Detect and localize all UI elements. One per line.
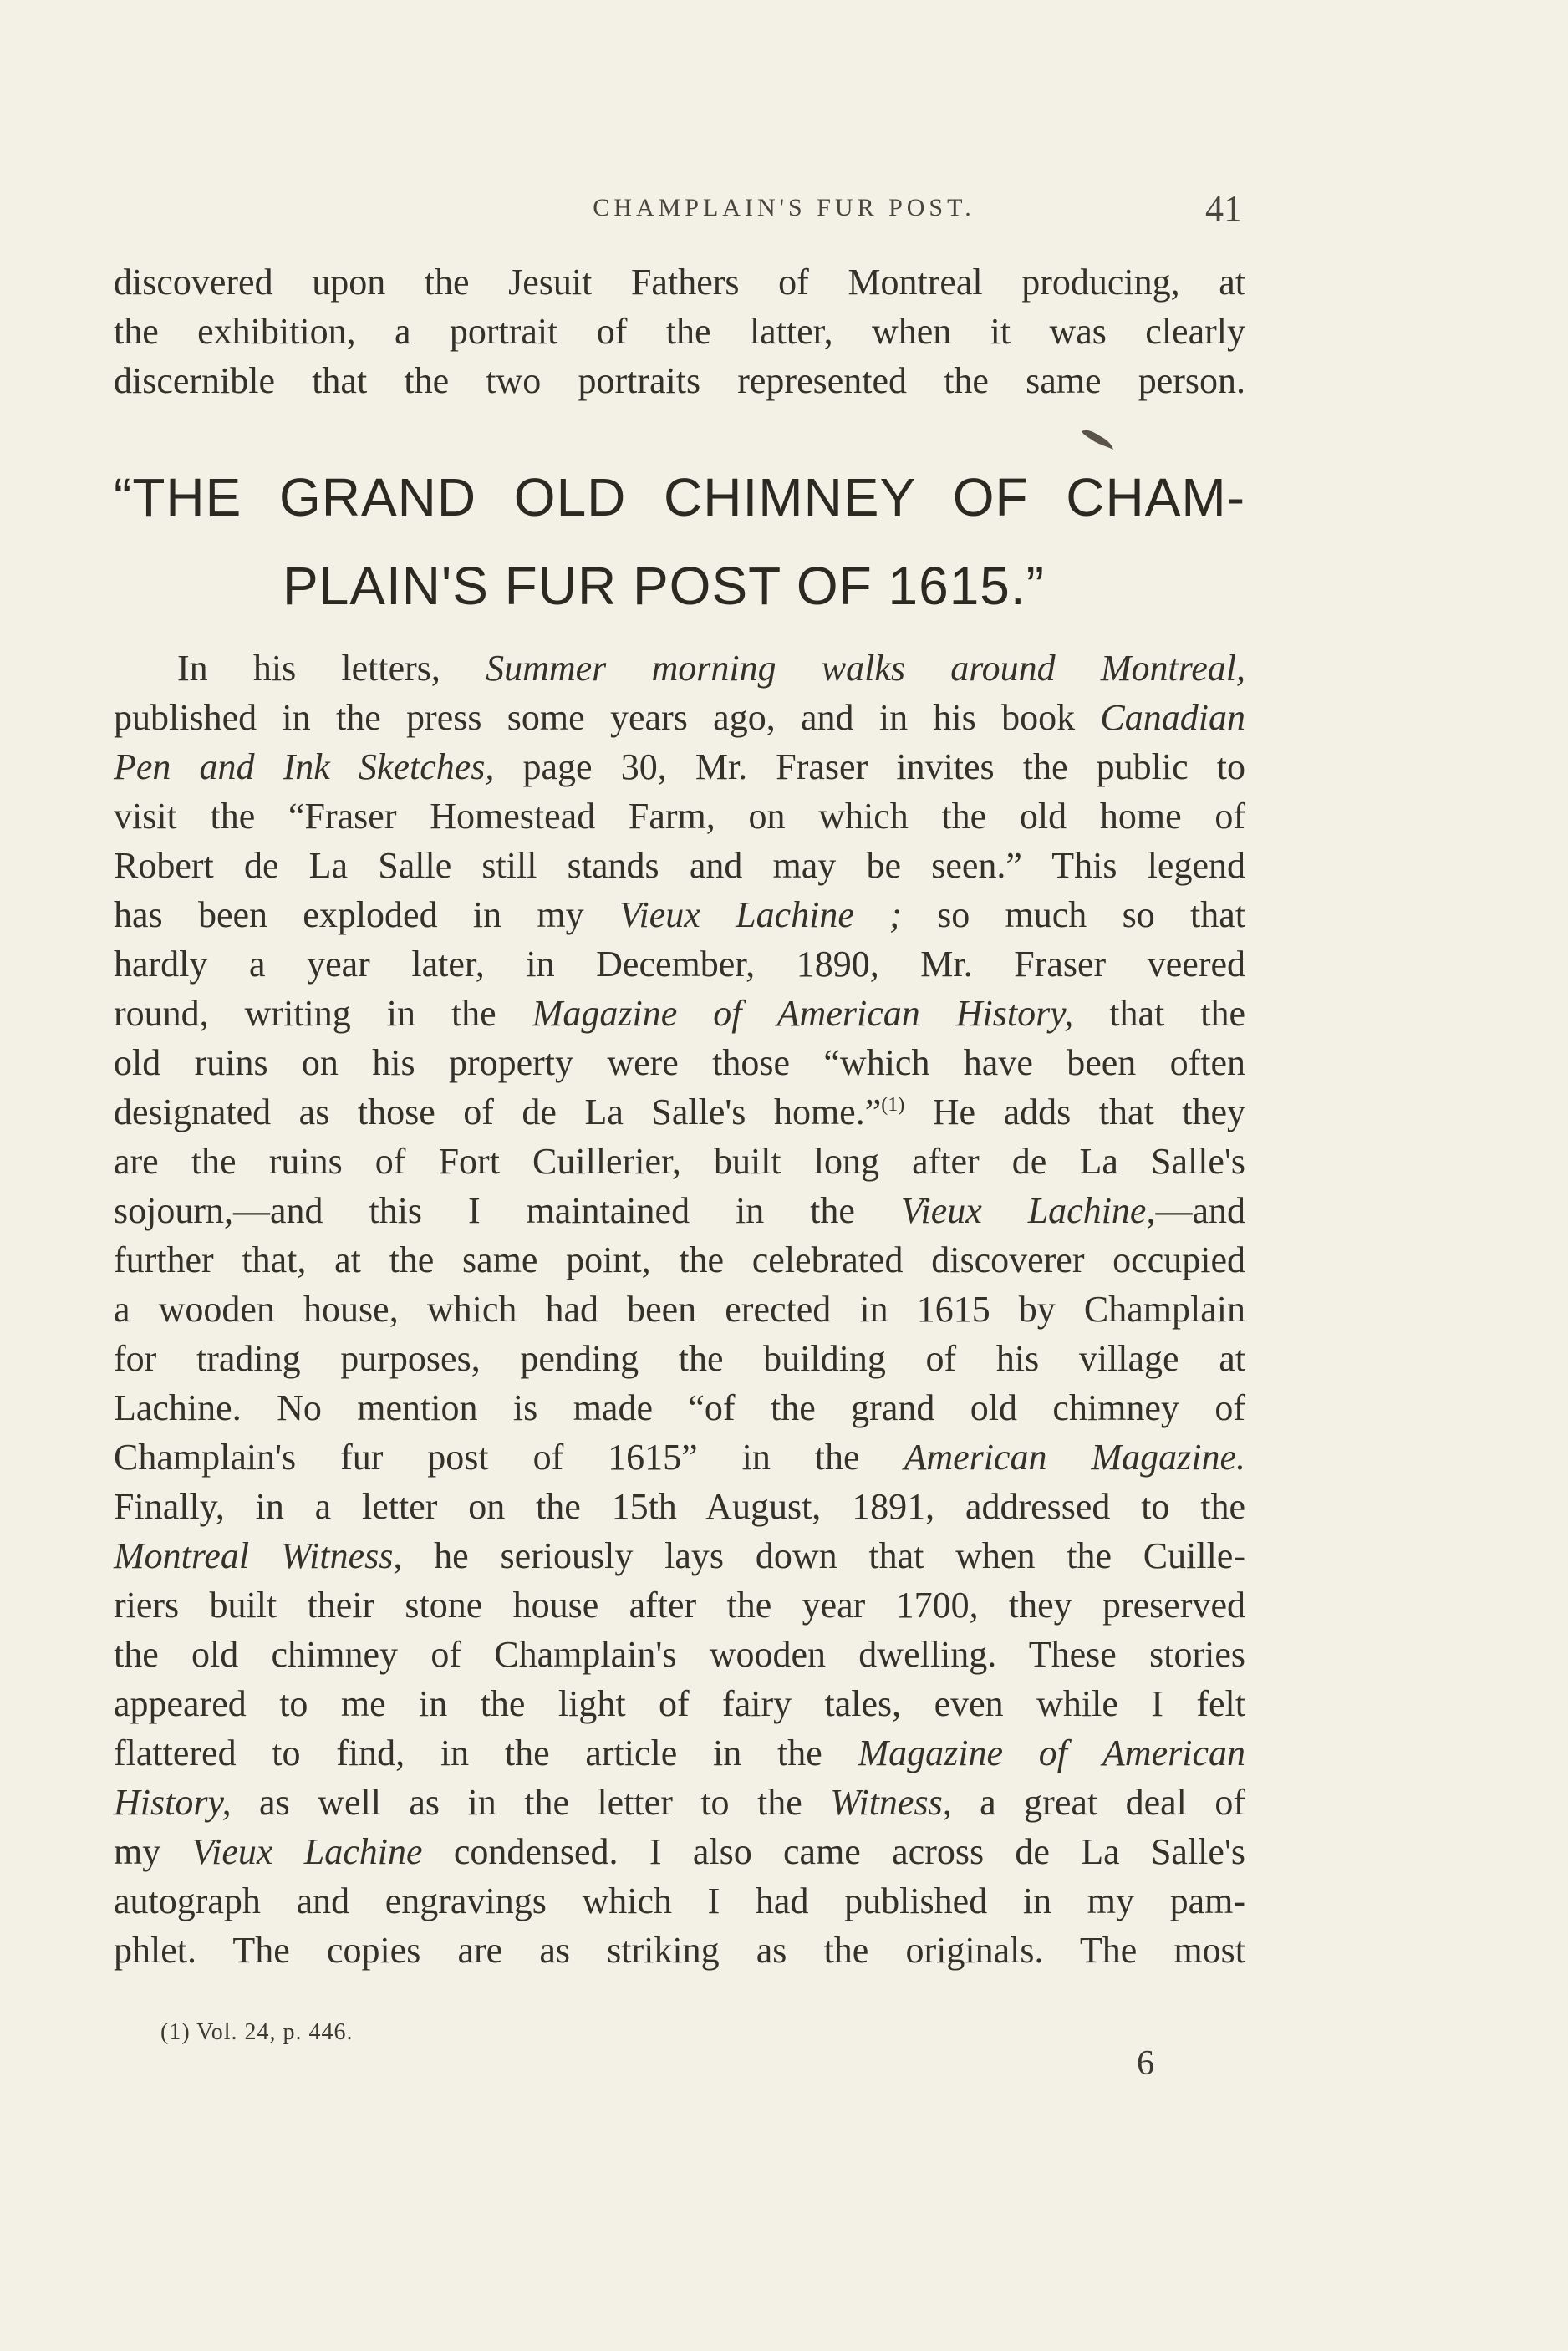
text-line: In his letters, Summer morning walks around Montreal,	[177, 648, 1245, 689]
text-line: my Vieux Lachine condensed. I also came across de La Salle's	[114, 1831, 1245, 1872]
main-paragraph	[114, 644, 1245, 1975]
text-line: autograph and engravings which I had published in my pam-	[114, 1880, 1245, 1921]
text-line: Pen and Ink Sketches, page 30, Mr. Fraser invites the public to	[114, 746, 1245, 787]
text-line: sojourn,—and this I maintained in the Vieux Lachine,—and	[114, 1190, 1245, 1231]
footnote-ref: (1)	[881, 1094, 905, 1116]
page-number: 41	[1205, 188, 1242, 229]
text-line: History, as well as in the letter to the Witness, a great deal of	[114, 1782, 1245, 1823]
text-line: old ruins on his property were those “which have been often	[114, 1042, 1245, 1083]
printers-ornament-icon	[1078, 426, 1117, 451]
text-line: Champlain's fur post of 1615” in the American Magazine.	[114, 1437, 1245, 1478]
text-line: Lachine. No mention is made “of the grand old chimney of	[114, 1387, 1245, 1428]
section-heading-line-1: “THE GRAND OLD CHIMNEY OF CHAM-	[114, 467, 1245, 527]
text-line: the exhibition, a portrait of the latter, when it was clearly	[114, 311, 1245, 352]
text-line: visit the “Fraser Homestead Farm, on which the old home of	[114, 796, 1245, 837]
section-heading-line-2: PLAIN'S FUR POST OF 1615.”	[283, 556, 1045, 616]
text-line: for trading purposes, pending the building of his village at	[114, 1338, 1245, 1379]
text-line: phlet. The copies are as striking as the originals. The most	[114, 1930, 1245, 1971]
running-head: CHAMPLAIN'S FUR POST.	[593, 194, 975, 221]
text-line: are the ruins of Fort Cuillerier, built long after de La Salle's	[114, 1141, 1245, 1182]
text-line: flattered to find, in the article in the Magazine of American	[114, 1733, 1245, 1773]
text-line: hardly a year later, in December, 1890, Mr. Fraser veered	[114, 944, 1245, 985]
text-line: the old chimney of Champlain's wooden dwelling. These stories	[114, 1634, 1245, 1675]
text-line: has been exploded in my Vieux Lachine ; so much so that	[114, 894, 1245, 935]
text-line: further that, at the same point, the celebrated discoverer occupied	[114, 1239, 1245, 1280]
text-line: appeared to me in the light of fairy tales, even while I felt	[114, 1683, 1245, 1724]
text-line: designated as those of de La Salle's home.”$^{(1)}$ He adds that they	[114, 1092, 1245, 1132]
text-line: Finally, in a letter on the 15th August, 1891, addressed to the	[114, 1486, 1245, 1527]
text-line: discovered upon the Jesuit Fathers of Montreal producing, at	[114, 262, 1245, 303]
text-line: published in the press some years ago, and in his book Canadian	[114, 697, 1245, 738]
text-line: a wooden house, which had been erected in 1615 by Champlain	[114, 1289, 1245, 1330]
text-line: Montreal Witness, he seriously lays down that when the Cuille-	[114, 1535, 1245, 1576]
text-line: Robert de La Salle still stands and may be seen.” This legend	[114, 845, 1245, 886]
text-line: riers built their stone house after the year 1700, they preserved	[114, 1585, 1245, 1626]
text-line: discernible that the two portraits represented the same person.	[114, 360, 1245, 401]
footnote: (1) Vol. 24, p. 446.	[160, 2019, 354, 2045]
text-line: round, writing in the Magazine of American History, that the	[114, 993, 1246, 1034]
intro-paragraph	[114, 257, 1245, 405]
signature-mark: 6	[1137, 2044, 1154, 2083]
